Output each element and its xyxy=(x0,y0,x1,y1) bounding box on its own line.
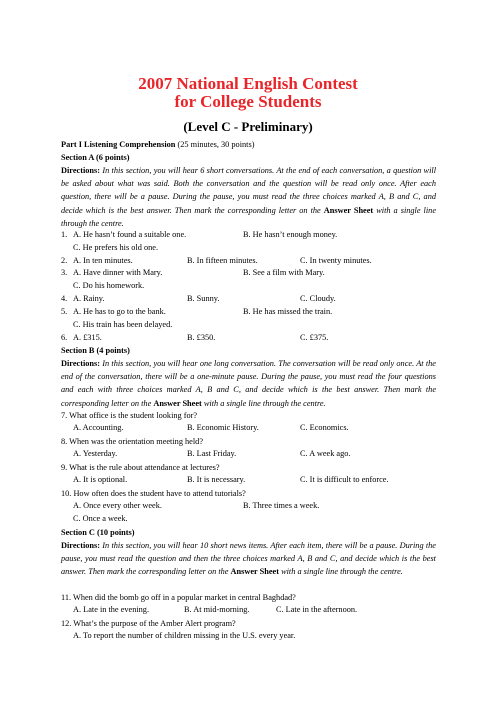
option-b: B. Economic History. xyxy=(187,423,259,432)
contest-title-line1: 2007 National English Contest xyxy=(138,74,358,93)
answer-sheet-label: Answer Sheet xyxy=(323,205,374,215)
question-11: 11. When did the bomb go off in a popular market in central Baghdad? xyxy=(61,593,296,602)
answer-sheet-label: Answer Sheet xyxy=(230,567,280,577)
option-b: B. He hasn’t enough money. xyxy=(243,230,338,239)
part1-detail: (25 minutes, 30 points) xyxy=(175,140,255,149)
option-a: A. Accounting. xyxy=(73,423,124,432)
level-subtitle: (Level C - Preliminary) xyxy=(183,119,313,134)
section-a-directions xyxy=(61,164,436,230)
option-a: A. It is optional. xyxy=(73,475,128,484)
option-b: B. Sunny. xyxy=(187,294,220,303)
option-a: A. Late in the evening. xyxy=(73,605,150,614)
question-8: 8. When was the orientation meeting held? xyxy=(61,437,204,446)
directions-label: Directions: xyxy=(61,359,101,368)
option-b: B. He has missed the train. xyxy=(243,307,333,316)
option-c: C. Do his homework. xyxy=(73,281,145,290)
question-number: 2. xyxy=(61,256,68,265)
question-7: 7. What office is the student looking for? xyxy=(61,411,198,420)
option-a: A. He hasn’t found a suitable one. xyxy=(73,230,187,239)
directions-text-end: with a single line through the centre. xyxy=(279,567,403,577)
section-b-directions xyxy=(61,357,436,410)
option-a: A. Yesterday. xyxy=(73,449,118,458)
directions-text: In this section, you will hear 6 short conversations. At the end of each conversation, a question will be asked about what was said. Both the conversation and the question will be read only once. After each question, there will be a pause. During the pause, you must read the three choices marked A, B and C, and decide which is the best answer. Then mark the corresponding letter on the xyxy=(61,166,436,215)
option-b: B. It is necessary. xyxy=(187,475,246,484)
option-b: B. £350. xyxy=(187,333,216,342)
option-a: A. Have dinner with Mary. xyxy=(73,268,163,277)
option-a: A. He has to go to the bank. xyxy=(73,307,166,316)
answer-sheet-label: Answer Sheet xyxy=(153,398,202,408)
directions-text: In this section, you will hear one long conversation. The conversation will be read only once. At the end of the conversation, there will be a one-minute pause. During the pause, you must read the four questions and each with three choices marked A, B and C, and decide which is the best answer. Then mark the corresponding letter on the xyxy=(61,359,436,408)
question-number: 3. xyxy=(61,268,68,277)
option-c: C. Economics. xyxy=(300,423,349,432)
question-number: 6. xyxy=(61,333,68,342)
option-c: C. He prefers his old one. xyxy=(73,243,159,252)
option-a: A. Once every other week. xyxy=(73,501,162,510)
part1-heading xyxy=(61,139,254,150)
option-c: C. Late in the afternoon. xyxy=(276,605,358,614)
part1-label: Part I Listening Comprehension xyxy=(61,140,176,149)
question-10: 10. How often does the student have to attend tutorials? xyxy=(61,489,246,498)
directions-label: Directions: xyxy=(61,541,101,550)
option-a: A. In ten minutes. xyxy=(73,256,133,265)
question-number: 1. xyxy=(61,230,68,239)
option-b: B. Last Friday. xyxy=(187,449,237,458)
directions-label: Directions: xyxy=(61,166,101,175)
section-b-heading: Section B (4 points) xyxy=(61,346,130,355)
option-c: C. His train has been delayed. xyxy=(73,320,173,329)
directions-text: In this section, you will hear 10 short news items. After each item, there will be a pause. During the pause, you must read the question and then the three choices marked A, B and C, and decide which is the best answer. Then mark the corresponding letter on the xyxy=(61,541,436,577)
option-b: B. Three times a week. xyxy=(243,501,320,510)
option-b: B. In fifteen minutes. xyxy=(187,256,258,265)
option-a: A. To report the number of children missing in the U.S. every year. xyxy=(73,631,296,640)
question-number: 5. xyxy=(61,307,68,316)
option-b: B. See a film with Mary. xyxy=(243,268,325,277)
option-c: C. Once a week. xyxy=(73,514,128,523)
option-c: C. A week ago. xyxy=(300,449,351,458)
question-12: 12. What’s the purpose of the Amber Alert program? xyxy=(61,619,236,628)
directions-text-end: with a single line through the centre. xyxy=(61,205,437,228)
directions-text-end: with a single line through the centre. xyxy=(201,398,326,408)
question-number: 4. xyxy=(61,294,68,303)
option-b: B. At mid-morning. xyxy=(184,605,250,614)
section-a-heading: Section A (6 points) xyxy=(61,153,130,162)
option-c: C. In twenty minutes. xyxy=(300,256,372,265)
contest-title-line2: for College Students xyxy=(174,92,322,111)
section-c-heading: Section C (10 points) xyxy=(61,528,135,537)
option-c: C. £375. xyxy=(300,333,329,342)
option-c: C. Cloudy. xyxy=(300,294,336,303)
option-a: A. Rainy. xyxy=(73,294,105,303)
option-c: C. It is difficult to enforce. xyxy=(300,475,389,484)
option-a: A. £315. xyxy=(73,333,102,342)
section-c-directions xyxy=(61,539,436,579)
question-9: 9. What is the rule about attendance at lectures? xyxy=(61,463,220,472)
